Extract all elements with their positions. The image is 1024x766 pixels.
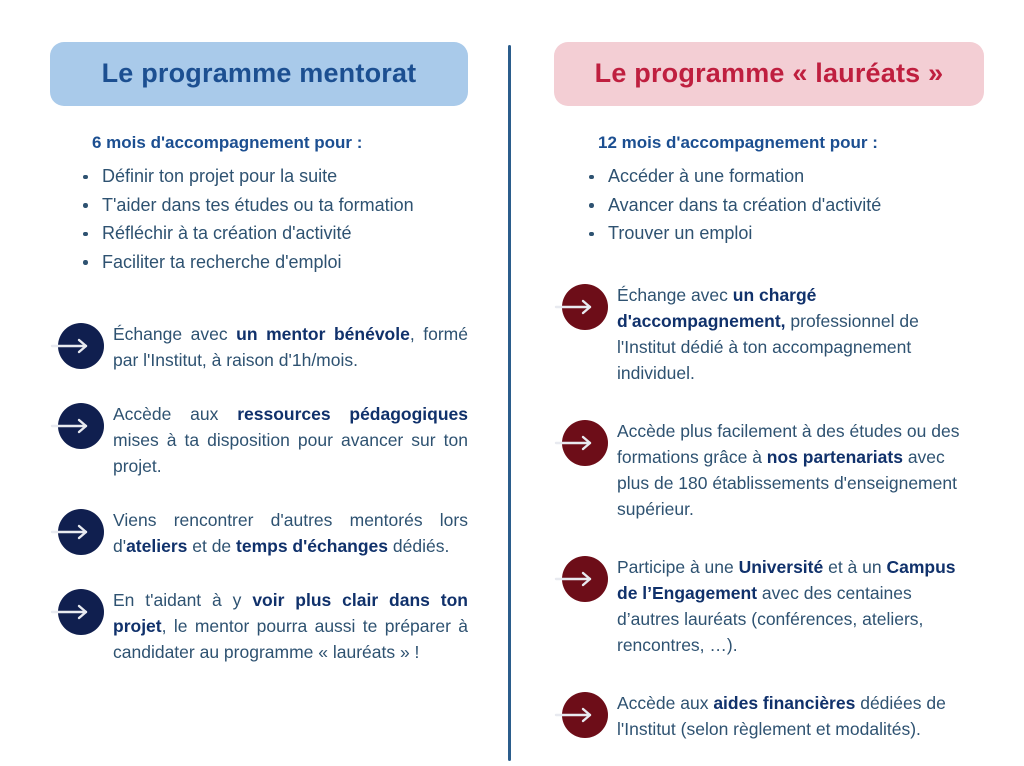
arrow-right-circle-icon: [554, 556, 600, 602]
emphasis-text: ressources pédagogiques: [237, 404, 468, 424]
arrow-list-item: [50, 321, 468, 373]
arrow-item-text: [617, 554, 977, 658]
arrow-list-item: [554, 554, 990, 658]
arrow-right-circle-icon: [50, 509, 96, 555]
plain-text: et de: [187, 536, 237, 556]
emphasis-text: Université: [738, 556, 824, 577]
plain-text: Accède aux: [617, 692, 714, 713]
emphasis-text: aides financières: [713, 692, 856, 713]
plain-text: avec des centaines d’autres lauréats (conférences, ateliers, rencontres, …).: [617, 582, 924, 655]
plain-text: , le mentor pourra aussi te préparer à candidater au programme « lauréats » !: [113, 616, 468, 662]
list-item: Trouver un emploi: [584, 219, 990, 248]
right-column-laureats: [512, 0, 1024, 766]
right-bullet-list: [584, 162, 990, 248]
plain-text: Accède aux: [113, 404, 238, 424]
arrow-right-icon: [50, 336, 98, 356]
arrow-item-text: [617, 690, 977, 742]
arrow-item-text: [113, 507, 468, 559]
arrow-right-icon: [554, 705, 602, 725]
emphasis-text: un chargé d'accompagnement,: [617, 284, 817, 331]
arrow-right-circle-icon: [554, 420, 600, 466]
emphasis-text: un mentor bénévole: [236, 324, 410, 344]
plain-text: dédiés.: [388, 536, 450, 556]
list-item: Avancer dans ta création d'activité: [584, 191, 990, 220]
plain-text: et à un: [823, 556, 887, 577]
plain-text: En t'aidant à y: [113, 590, 253, 610]
left-sub-heading: 6 mois d'accompagnement pour :: [92, 133, 363, 152]
arrow-right-circle-icon: [554, 692, 600, 738]
arrow-right-icon: [50, 602, 98, 622]
arrow-list-item: [50, 507, 468, 559]
arrow-item-text: [617, 282, 977, 386]
plain-text: dédiées de l'Institut (selon règlement et modalités).: [617, 692, 946, 739]
arrow-right-circle-icon: [50, 589, 96, 635]
left-bullet-list: [78, 162, 468, 276]
emphasis-text: Campus de l’Engagement: [617, 556, 956, 603]
list-item: Réfléchir à ta création d'activité: [78, 219, 468, 248]
emphasis-text: temps d'échanges: [236, 536, 389, 556]
plain-text: Échange avec: [113, 324, 237, 344]
arrow-list-item: [554, 690, 990, 742]
list-item: Définir ton projet pour la suite: [78, 162, 468, 191]
arrow-right-icon: [554, 569, 602, 589]
arrow-item-text: [113, 587, 468, 665]
left-program-title-pill: Le programme mentorat: [50, 42, 468, 106]
arrow-right-icon: [50, 522, 98, 542]
emphasis-text: nos partenariats: [766, 446, 903, 467]
arrow-right-circle-icon: [554, 284, 600, 330]
right-program-title-pill: Le programme « lauréats »: [554, 42, 984, 106]
arrow-right-circle-icon: [50, 323, 96, 369]
plain-text: professionnel de l'Institut dédié à ton accompagnement individuel.: [617, 310, 919, 383]
list-item: Accéder à une formation: [584, 162, 990, 191]
arrow-list-item: [554, 418, 990, 522]
list-item: Faciliter ta recherche d'emploi: [78, 248, 468, 277]
plain-text: mises à ta disposition pour avancer sur ton projet.: [113, 430, 468, 476]
emphasis-text: ateliers: [126, 536, 188, 556]
plain-text: Viens rencontrer d'autres mentorés lors d': [113, 510, 468, 556]
arrow-item-text: [113, 321, 468, 373]
arrow-item-text: [113, 401, 468, 479]
arrow-list-item: [554, 282, 990, 386]
arrow-item-text: [617, 418, 977, 522]
right-sub-heading: 12 mois d'accompagnement pour :: [598, 133, 878, 152]
right-arrow-list: [554, 278, 990, 742]
plain-text: Accède plus facilement à des études ou des formations grâce à: [617, 420, 960, 467]
arrow-list-item: [50, 587, 468, 665]
arrow-right-icon: [554, 433, 602, 453]
plain-text: Échange avec: [617, 284, 733, 305]
arrow-list-item: [50, 401, 468, 479]
plain-text: avec plus de 180 établissements d'enseignement supérieur.: [617, 446, 957, 519]
arrow-right-circle-icon: [50, 403, 96, 449]
list-item: T'aider dans tes études ou ta formation: [78, 191, 468, 220]
arrow-right-icon: [554, 297, 602, 317]
plain-text: , formé par l'Institut, à raison d'1h/mois.: [113, 324, 468, 370]
emphasis-text: voir plus clair dans ton projet: [113, 590, 468, 636]
arrow-right-icon: [50, 416, 98, 436]
plain-text: Participe à une: [617, 556, 739, 577]
left-arrow-list: [50, 321, 468, 665]
